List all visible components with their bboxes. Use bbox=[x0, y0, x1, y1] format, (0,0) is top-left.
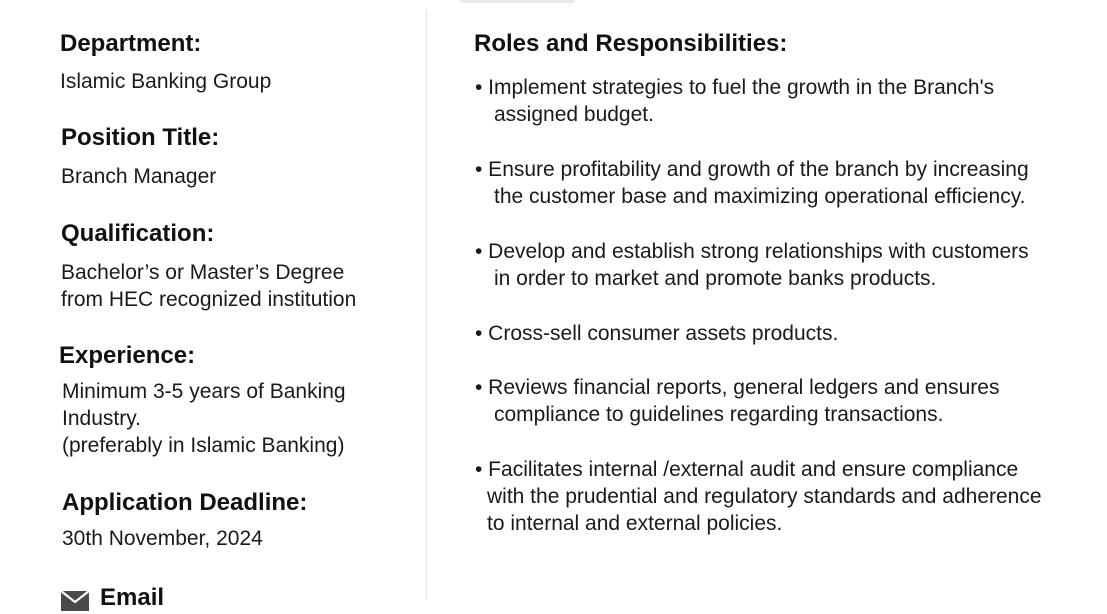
role-item bbox=[475, 374, 1105, 428]
role-item bbox=[475, 238, 1105, 292]
experience-heading: Experience: bbox=[59, 342, 196, 369]
position-title-value: Branch Manager bbox=[61, 165, 217, 188]
email-contact[interactable] bbox=[60, 584, 164, 614]
role-line: • Implement strategies to fuel the growth in the Branch's bbox=[475, 76, 995, 99]
qualification-value bbox=[61, 259, 356, 313]
role-line: compliance to guidelines regarding transactions. bbox=[494, 403, 944, 426]
role-line: assigned budget. bbox=[494, 103, 654, 126]
qualification-line: Bachelor’s or Master’s Degree bbox=[61, 261, 345, 284]
experience-line: (preferably in Islamic Banking) bbox=[62, 434, 345, 457]
qualification-line: from HEC recognized institution bbox=[61, 288, 357, 311]
application-deadline-heading: Application Deadline: bbox=[62, 489, 308, 516]
role-line: • Reviews financial reports, general ledgers and ensures bbox=[475, 376, 1000, 399]
experience-line: Minimum 3-5 years of Banking bbox=[62, 380, 346, 403]
role-line: with the prudential and regulatory standards and adherence bbox=[487, 485, 1042, 508]
role-item bbox=[475, 456, 1105, 537]
role-item bbox=[475, 320, 1105, 347]
column-divider bbox=[426, 10, 427, 600]
role-item bbox=[475, 156, 1105, 210]
role-line: to internal and external policies. bbox=[487, 512, 783, 535]
role-line: • Develop and establish strong relationships with customers bbox=[475, 240, 1029, 263]
department-heading: Department: bbox=[60, 30, 202, 57]
role-line: in order to market and promote banks products. bbox=[494, 267, 937, 290]
role-line: • Ensure profitability and growth of the branch by increasing bbox=[475, 158, 1029, 181]
top-decoration bbox=[460, 0, 575, 3]
envelope-icon bbox=[60, 590, 90, 612]
roles-heading: Roles and Responsibilities: bbox=[474, 30, 788, 57]
role-line: • Facilitates internal /external audit and ensure compliance bbox=[475, 458, 1019, 481]
role-line: the customer base and maximizing operational efficiency. bbox=[494, 185, 1026, 208]
email-label: Email bbox=[100, 584, 165, 611]
department-value: Islamic Banking Group bbox=[60, 70, 272, 93]
application-deadline-value: 30th November, 2024 bbox=[62, 527, 263, 550]
experience-value bbox=[62, 378, 346, 459]
qualification-heading: Qualification: bbox=[61, 220, 215, 247]
position-title-heading: Position Title: bbox=[61, 124, 220, 151]
experience-line: Industry. bbox=[62, 407, 141, 430]
role-line: • Cross-sell consumer assets products. bbox=[475, 322, 839, 345]
role-item bbox=[475, 74, 1105, 128]
